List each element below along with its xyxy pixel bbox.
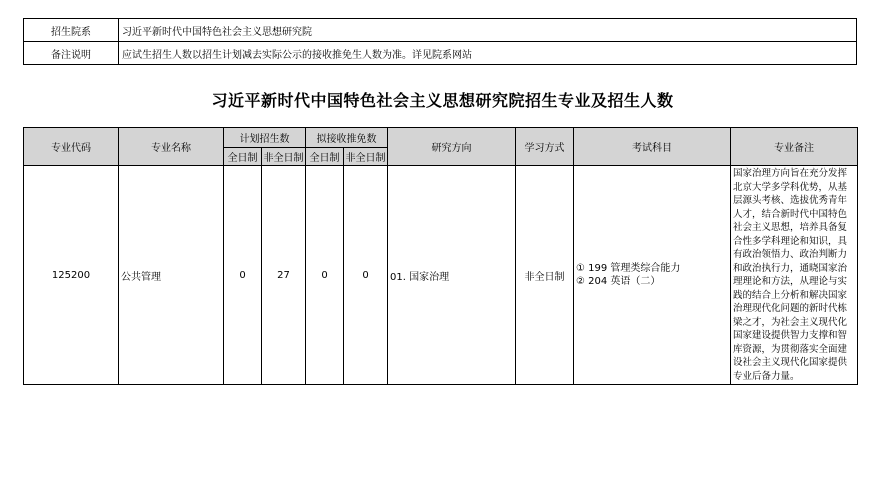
exam-subject-2: ② 204 英语（二） — [576, 276, 661, 287]
cell-name: 公共管理 — [119, 166, 224, 385]
info-value: 习近平新时代中国特色社会主义思想研究院 — [119, 19, 857, 42]
exam-subject-1: ① 199 管理类综合能力 — [576, 263, 681, 274]
page-title: 习近平新时代中国特色社会主义思想研究院招生专业及招生人数 — [211, 91, 674, 110]
col-header-plan-parttime: 非全日制 — [262, 148, 306, 166]
cell-rec-fulltime: 0 — [306, 166, 344, 385]
enrollment-table — [23, 127, 858, 385]
table-row — [24, 166, 858, 385]
cell-exam — [574, 166, 731, 385]
info-label: 招生院系 — [24, 19, 119, 42]
info-value: 应试生招生人数以招生计划减去实际公示的接收推免生人数为准。详见院系网站 — [119, 42, 857, 65]
col-header-plan-fulltime: 全日制 — [224, 148, 262, 166]
col-header-direction: 研究方向 — [388, 128, 516, 166]
cell-direction: 01. 国家治理 — [388, 166, 516, 385]
col-header-rec-fulltime: 全日制 — [306, 148, 344, 166]
info-row-department — [24, 19, 857, 42]
cell-code: 125200 — [24, 166, 119, 385]
col-header-rec-parttime: 非全日制 — [344, 148, 388, 166]
cell-mode: 非全日制 — [516, 166, 574, 385]
col-header-recommend: 拟接收推免数 — [306, 128, 388, 148]
cell-plan-parttime: 27 — [262, 166, 306, 385]
info-label: 备注说明 — [24, 42, 119, 65]
cell-rec-parttime: 0 — [344, 166, 388, 385]
col-header-name: 专业名称 — [119, 128, 224, 166]
cell-plan-fulltime: 0 — [224, 166, 262, 385]
info-table — [23, 18, 857, 65]
col-header-exam: 考试科目 — [574, 128, 731, 166]
info-row-remarks — [24, 42, 857, 65]
col-header-plan: 计划招生数 — [224, 128, 306, 148]
col-header-code: 专业代码 — [24, 128, 119, 166]
cell-note: 国家治理方向旨在充分发挥北京大学多学科优势，从基层源头考核、选拔优秀青年人才，结合新时代中国特色社会主义思想，培养具备复合性多学科理论和知识，具有政治领悟力、政治判断力和政治执行力，通晓国家治理理论和方法，从理论与实践的结合上分析和解决国家治理现代化问题的新时代栋梁之才，为社会主义现代化国家建设提供智力支撑和智库资源，为贯彻落实全面建设社会主义现代化国家提供专业后备力量。 — [731, 166, 858, 385]
col-header-note: 专业备注 — [731, 128, 858, 166]
col-header-mode: 学习方式 — [516, 128, 574, 166]
header-row — [24, 128, 858, 148]
